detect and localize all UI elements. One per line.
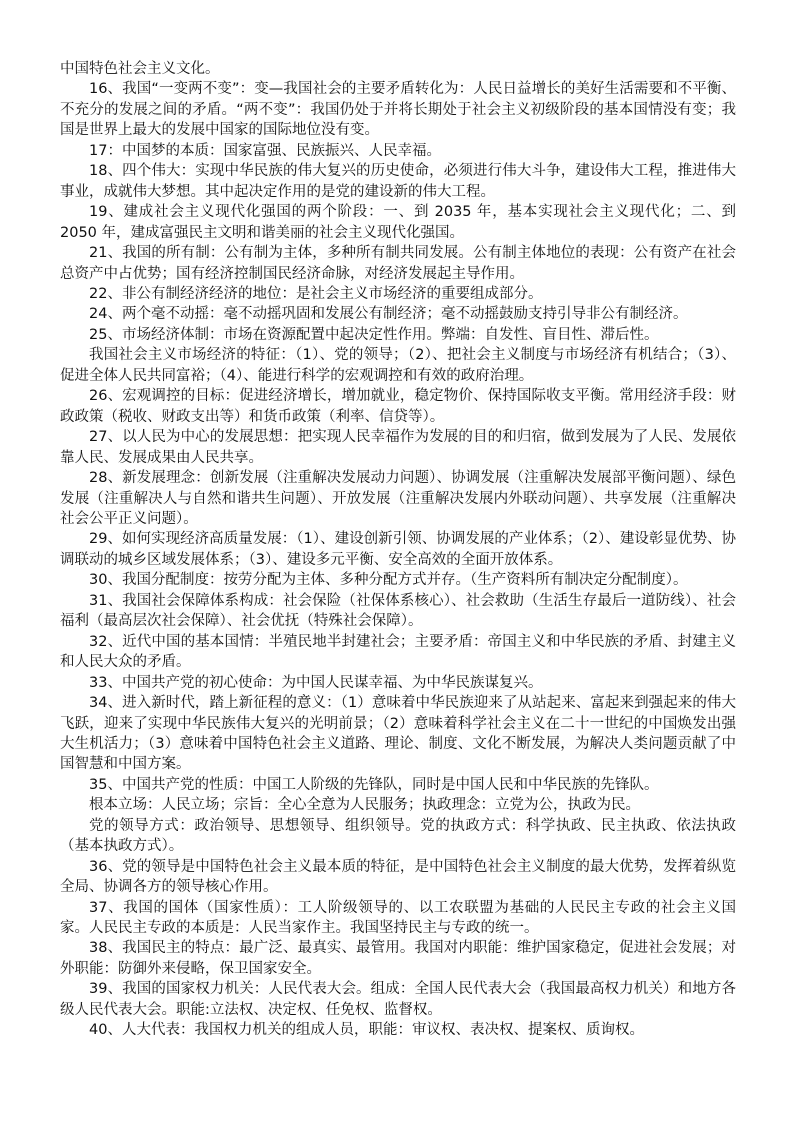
paragraph-33: 33、中国共产党的初心使命：为中国人民谋幸福、为中华民族谋复兴。	[89, 674, 543, 691]
paragraph-stance: 根本立场：人民立场；宗旨：全心全意为人民服务；执政理念：立党为公，执政为民。	[89, 797, 640, 814]
paragraph-17: 17：中国梦的本质：国家富强、民族振兴、人民幸福。	[89, 142, 441, 159]
paragraph-30: 30、我国分配制度：按劳分配为主体、多种分配方式并存。（生产资料所有制决定分配制度）。	[89, 572, 688, 589]
paragraph-28: 28、新发展理念：创新发展（注重解决发展动力问题）、协调发展（注重解决发展部平衡问题）、绿色发展（注重解决人与自然和谐共生问题）、开放发展（注重解决发展内外联动问题）、共享发展（注重解决社会公平正义问题）。	[60, 470, 736, 527]
paragraph-24: 24、两个毫不动摇：毫不动摇巩固和发展公有制经济；毫不动摇鼓励支持引导非公有制经济。	[89, 306, 688, 323]
paragraph-continuation: 中国特色社会主义文化。	[60, 61, 220, 77]
paragraph-32: 32、近代中国的基本国情：半殖民地半封建社会；主要矛盾：帝国主义和中华民族的矛盾、封建主义和人民大众的矛盾。	[60, 633, 736, 671]
paragraph-25: 25、市场经济体制：市场在资源配置中起决定性作用。弊端：自发性、盲目性、滞后性。	[89, 326, 659, 343]
paragraph-market-features: 我国社会主义市场经济的特征：（1）、党的领导；（2）、把社会主义制度与市场经济有机结合；（3）、促进全体人民共同富裕；（4）、能进行科学的宏观调控和有效的政府治理。	[60, 347, 736, 384]
paragraph-35: 35、中国共产党的性质：中国工人阶级的先锋队，同时是中国人民和中华民族的先锋队。	[89, 776, 659, 793]
paragraph-36: 36、党的领导是中国特色社会主义最本质的特征，是中国特色社会主义制度的最大优势，发挥着纵览全局、协调各方的领导核心作用。	[60, 858, 736, 896]
paragraph-16: 16、我国“一变两不变”：变—我国社会的主要矛盾转化为：人民日益增长的美好生活需要和不平衡、不充分的发展之间的矛盾。“两不变”：我国仍处于并将长期处于社会主义初级阶段的基本国情没有变；我国是世界上最大的发展中国家的国际地位没有变。	[60, 81, 736, 139]
paragraph-21: 21、我国的所有制：公有制为主体，多种所有制共同发展。公有制主体地位的表现：公有资产在社会总资产中占优势；国有经济控制国民经济命脉，对经济发展起主导作用。	[60, 245, 736, 282]
paragraph-39: 39、我国的国家权力机关：人民代表大会。组成：全国人民代表大会（我国最高权力机关）和地方各级人民代表大会。职能:立法权、决定权、任免权、监督权。	[60, 981, 736, 1018]
paragraph-37: 37、我国的国体（国家性质）：工人阶级领导的、以工农联盟为基础的人民民主专政的社会主义国家。人民民主专政的本质是：人民当家作主。我国坚持民主与专政的统一。	[60, 899, 736, 937]
paragraph-38: 38、我国民主的特点：最广泛、最真实、最管用。我国对内职能：维护国家稳定，促进社会发展；对外职能：防御外来侵略，保卫国家安全。	[60, 940, 736, 977]
document-page	[60, 59, 736, 1041]
paragraph-leadership: 党的领导方式：政治领导、思想领导、组织领导。党的执政方式：科学执政、民主执政、依法执政（基本执政方式）。	[60, 817, 736, 855]
paragraph-22: 22、非公有制经济经济的地位：是社会主义市场经济的重要组成部分。	[89, 285, 543, 302]
paragraph-34: 34、进入新时代，踏上新征程的意义：（1）意味着中华民族迎来了从站起来、富起来到强起来的伟大飞跃，迎来了实现中华民族伟大复兴的光明前景；（2）意味着科学社会主义在二十一世纪的中国焕发出强大生机活力；（3）意味着中国特色社会主义道路、理论、制度、文化不断发展，为解决人类问题贡献了中国智慧和中国方案。	[60, 695, 736, 773]
paragraph-29: 29、如何实现经济高质量发展：（1）、建设创新引领、协调发展的产业体系；（2）、建设彰显优势、协调联动的城乡区域发展体系；（3）、建设多元平衡、安全高效的全面开放体系。	[60, 531, 736, 568]
paragraph-19: 19、建成社会主义现代化强国的两个阶段：一、到 2035 年，基本实现社会主义现代化；二、到 2050 年，建成富强民主文明和谐美丽的社会主义现代化强国。	[60, 204, 736, 241]
paragraph-18: 18、四个伟大：实现中华民族的伟大复兴的历史使命，必须进行伟大斗争，建设伟大工程，推进伟大事业，成就伟大梦想。其中起决定作用的是党的建设新的伟大工程。	[60, 163, 736, 200]
paragraph-26: 26、宏观调控的目标：促进经济增长，增加就业，稳定物价、保持国际收支平衡。常用经济手段：财政政策（税收、财政支出等）和货币政策（利率、信贷等）。	[60, 388, 736, 425]
paragraph-31: 31、我国社会保障体系构成：社会保险（社保体系核心）、社会救助（生活生存最后一道防线）、社会福利（最高层次社会保障）、社会优抚（特殊社会保障）。	[60, 592, 736, 630]
paragraph-40: 40、人大代表：我国权力机关的组成人员，职能：审议权、表决权、提案权、质询权。	[89, 1022, 644, 1039]
paragraph-27: 27、以人民为中心的发展思想：把实现人民幸福作为发展的目的和归宿，做到发展为了人民、发展依靠人民、发展成果由人民共享。	[60, 429, 736, 466]
